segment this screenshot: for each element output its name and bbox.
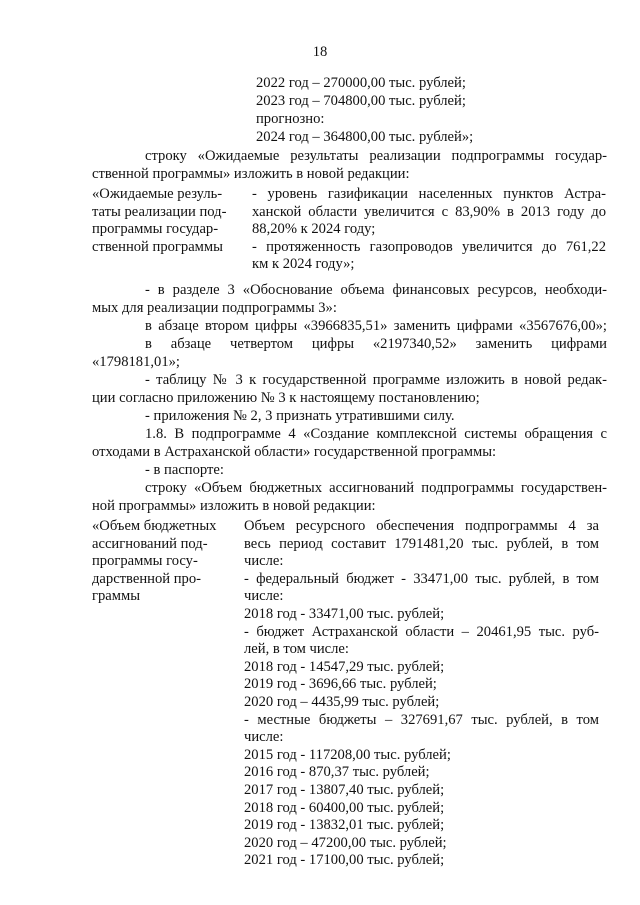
budget-right-line: 2019 год - 3696,66 тыс. рублей; bbox=[244, 676, 437, 693]
amend-line: строку «Объем бюджетных ассигнований подпрограммы государствен- bbox=[145, 480, 607, 496]
budget-left-line: граммы bbox=[92, 588, 141, 605]
budget-right-line: 2021 год - 17100,00 тыс. рублей; bbox=[244, 852, 445, 869]
results-left-line: программы государ- bbox=[92, 221, 219, 238]
budget-right-line: числе: bbox=[244, 553, 284, 570]
budget-right-line: Объем ресурсного обеспечения подпрограммы 4 за bbox=[244, 518, 599, 534]
budget-right-line: - федеральный бюджет - 33471,00 тыс. рублей, в том bbox=[244, 570, 599, 587]
amend-line: отходами в Астраханской области» государственной программы: bbox=[92, 444, 497, 460]
results-intro-line-2: ственной программы» изложить в новой редакции: bbox=[92, 166, 410, 182]
results-table-right bbox=[252, 186, 606, 274]
results-left-line: таты реализации под- bbox=[92, 203, 227, 220]
budget-left-line: дарственной про- bbox=[92, 570, 201, 587]
budget-right-line: числе: bbox=[244, 588, 284, 605]
amend-line: - приложения № 2, 3 признать утратившими силу. bbox=[145, 408, 455, 424]
finance-line-forecast: прогнозно: bbox=[256, 111, 325, 127]
amend-line: - в паспорте: bbox=[145, 462, 224, 478]
budget-right-line: 2018 год - 33471,00 тыс. рублей; bbox=[244, 605, 445, 622]
budget-right-line: 2016 год - 870,37 тыс. рублей; bbox=[244, 764, 430, 781]
budget-right-line: 2015 год - 117208,00 тыс. рублей; bbox=[244, 746, 451, 763]
budget-right-line: 2020 год – 47200,00 тыс. рублей; bbox=[244, 834, 447, 851]
budget-right-line: лей, в том числе: bbox=[244, 641, 349, 658]
budget-right-line: 2019 год - 13832,01 тыс. рублей; bbox=[244, 817, 445, 834]
results-right-line: 88,20% к 2024 году; bbox=[252, 221, 376, 238]
finance-line-2022: 2022 год – 270000,00 тыс. рублей; bbox=[256, 75, 466, 91]
amend-line: ной программы» изложить в новой редакции: bbox=[92, 498, 376, 514]
results-right-line: ханской области увеличится с 83,90% в 2013 году до bbox=[252, 203, 606, 220]
results-left-line: ственной программы bbox=[92, 238, 223, 255]
results-table-left bbox=[92, 186, 248, 256]
amend-line: мых для реализации подпрограммы 3»: bbox=[92, 300, 337, 316]
results-left-line: «Ожидаемые резуль- bbox=[92, 186, 223, 202]
page-number: 18 bbox=[312, 44, 328, 60]
results-right-line: км к 2024 году»; bbox=[252, 256, 355, 273]
budget-table-right bbox=[244, 518, 599, 870]
budget-right-line: 2018 год - 14547,29 тыс. рублей; bbox=[244, 658, 445, 675]
finance-line-2024: 2024 год – 364800,00 тыс. рублей»; bbox=[256, 129, 474, 145]
results-intro-line-1: строку «Ожидаемые результаты реализации подпрограммы государ- bbox=[145, 148, 607, 164]
finance-line-2023: 2023 год – 704800,00 тыс. рублей; bbox=[256, 93, 466, 109]
results-right-line: - уровень газификации населенных пунктов Астра- bbox=[252, 186, 606, 202]
amend-line: - таблицу № 3 к государственной программе изложить в новой редак- bbox=[145, 372, 607, 388]
amend-line: ции согласно приложению № 3 к настоящему постановлению; bbox=[92, 390, 480, 406]
results-right-line: - протяженность газопроводов увеличится до 761,22 bbox=[252, 238, 606, 255]
budget-right-line: 2020 год – 4435,99 тыс. рублей; bbox=[244, 693, 440, 710]
budget-right-line: числе: bbox=[244, 729, 284, 746]
budget-right-line: - бюджет Астраханской области – 20461,95 тыс. руб- bbox=[244, 623, 599, 640]
amend-line: в абзаце четвертом цифры «2197340,52» заменить цифрами bbox=[145, 336, 607, 352]
amend-line: «1798181,01»; bbox=[92, 354, 180, 370]
budget-left-line: «Объем бюджетных bbox=[92, 518, 217, 534]
budget-right-line: 2018 год - 60400,00 тыс. рублей; bbox=[244, 799, 445, 816]
budget-left-line: программы госу- bbox=[92, 553, 198, 570]
budget-right-line: - местные бюджеты – 327691,67 тыс. рублей, в том bbox=[244, 711, 599, 728]
amend-line: в абзаце втором цифры «3966835,51» заменить цифрами «3567676,00»; bbox=[145, 318, 607, 334]
budget-right-line: весь период составит 1791481,20 тыс. рублей, в том bbox=[244, 535, 599, 552]
budget-left-line: ассигнований под- bbox=[92, 535, 208, 552]
budget-table-left bbox=[92, 518, 240, 606]
budget-right-line: 2017 год - 13807,40 тыс. рублей; bbox=[244, 781, 445, 798]
amend-line: 1.8. В подпрограмме 4 «Создание комплексной системы обращения с bbox=[145, 426, 607, 442]
amend-line: - в разделе 3 «Обоснование объема финансовых ресурсов, необходи- bbox=[145, 282, 607, 298]
